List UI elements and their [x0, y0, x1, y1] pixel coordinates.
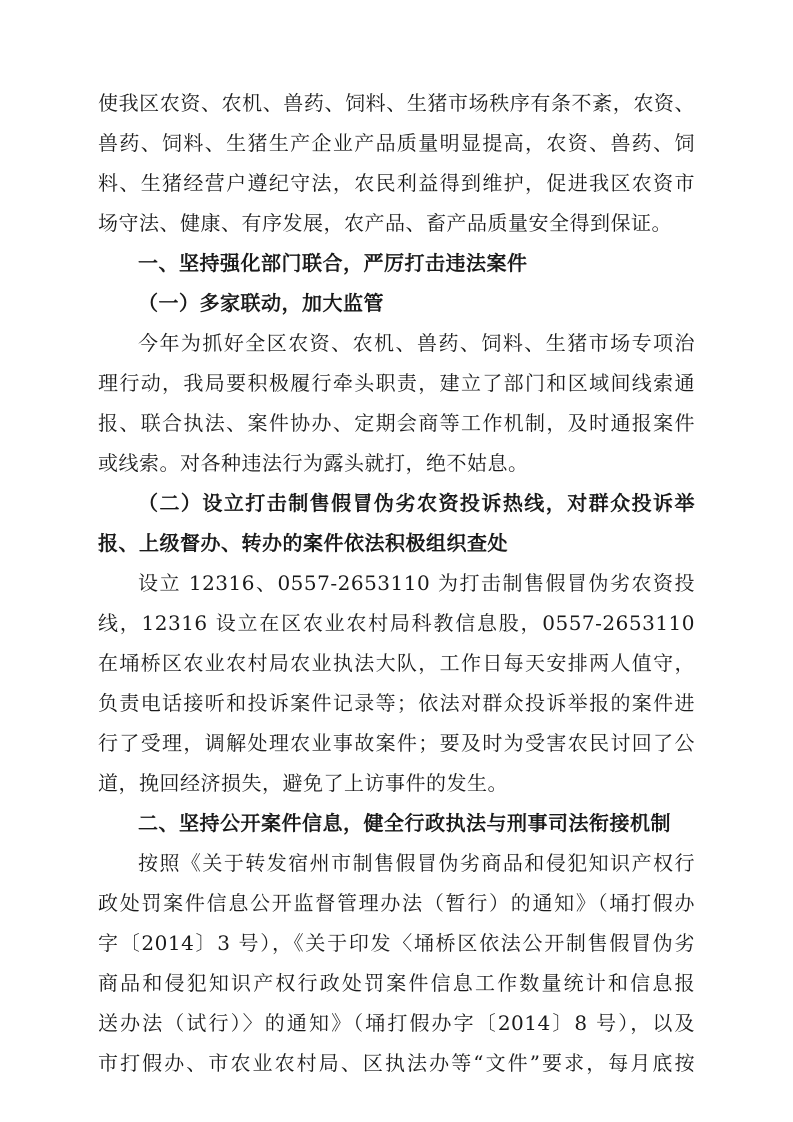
paragraph-line: 送办法（试行）〉的通知》（埇打假办字〔2014〕8 号），以及: [98, 1011, 695, 1035]
paragraph-line: 道，挽回经济损失，避免了上访事件的发生。: [98, 771, 508, 795]
paragraph-line: 或线索。对各种违法行为露头就打，绝不姑息。: [98, 451, 529, 475]
section-heading-1: 一、坚持强化部门联合，严厉打击违法案件: [138, 251, 528, 275]
paragraph-line: 料、生猪经营户遵纪守法，农民利益得到维护，促进我区农资市: [98, 171, 695, 195]
paragraph-line: 商品和侵犯知识产权行政处罚案件信息工作数量统计和信息报: [98, 971, 695, 995]
paragraph-line: 兽药、饲料、生猪生产企业产品质量明显提高，农资、兽药、饲: [98, 131, 695, 155]
paragraph-line: 负责电话接听和投诉案件记录等；依法对群众投诉举报的案件进: [98, 691, 695, 715]
paragraph-line: 线，12316 设立在区农业农村局科教信息股，0557-2653110: [98, 611, 695, 635]
paragraph-line: 按照《关于转发宿州市制售假冒伪劣商品和侵犯知识产权行: [138, 851, 695, 875]
section-heading-2: 二、坚持公开案件信息，健全行政执法与刑事司法衔接机制: [138, 811, 671, 835]
paragraph-line: 使我区农资、农机、兽药、饲料、生猪市场秩序有条不紊，农资、: [98, 91, 695, 115]
subsection-heading-1: （一）多家联动，加大监管: [138, 291, 384, 315]
paragraph-line: 今年为抓好全区农资、农机、兽药、饲料、生猪市场专项治: [138, 331, 695, 355]
paragraph-line: 场守法、健康、有序发展，农产品、畜产品质量安全得到保证。: [98, 211, 672, 235]
paragraph-line: 行了受理，调解处理农业事故案件；要及时为受害农民讨回了公: [98, 731, 695, 755]
paragraph-line: 政处罚案件信息公开监督管理办法（暂行）的通知》（埇打假办: [98, 891, 695, 915]
paragraph-line: 在埇桥区农业农村局农业执法大队，工作日每天安排两人值守，: [98, 651, 695, 675]
paragraph-line: 市打假办、市农业农村局、区执法办等“文件”要求，每月底按: [98, 1051, 695, 1075]
subsection-heading-2: （二）设立打击制售假冒伪劣农资投诉热线，对群众投诉举: [138, 491, 695, 515]
paragraph-line: 报、联合执法、案件协办、定期会商等工作机制，及时通报案件: [98, 411, 695, 435]
subsection-heading-2-cont: 报、上级督办、转办的案件依法积极组织查处: [98, 531, 508, 555]
paragraph-line: 设立 12316、0557-2653110 为打击制售假冒伪劣农资投: [138, 571, 695, 595]
paragraph-line: 字〔2014〕3 号），《关于印发〈埇桥区依法公开制售假冒伪劣: [98, 931, 695, 955]
paragraph-line: 理行动，我局要积极履行牵头职责，建立了部门和区域间线索通: [98, 371, 695, 395]
